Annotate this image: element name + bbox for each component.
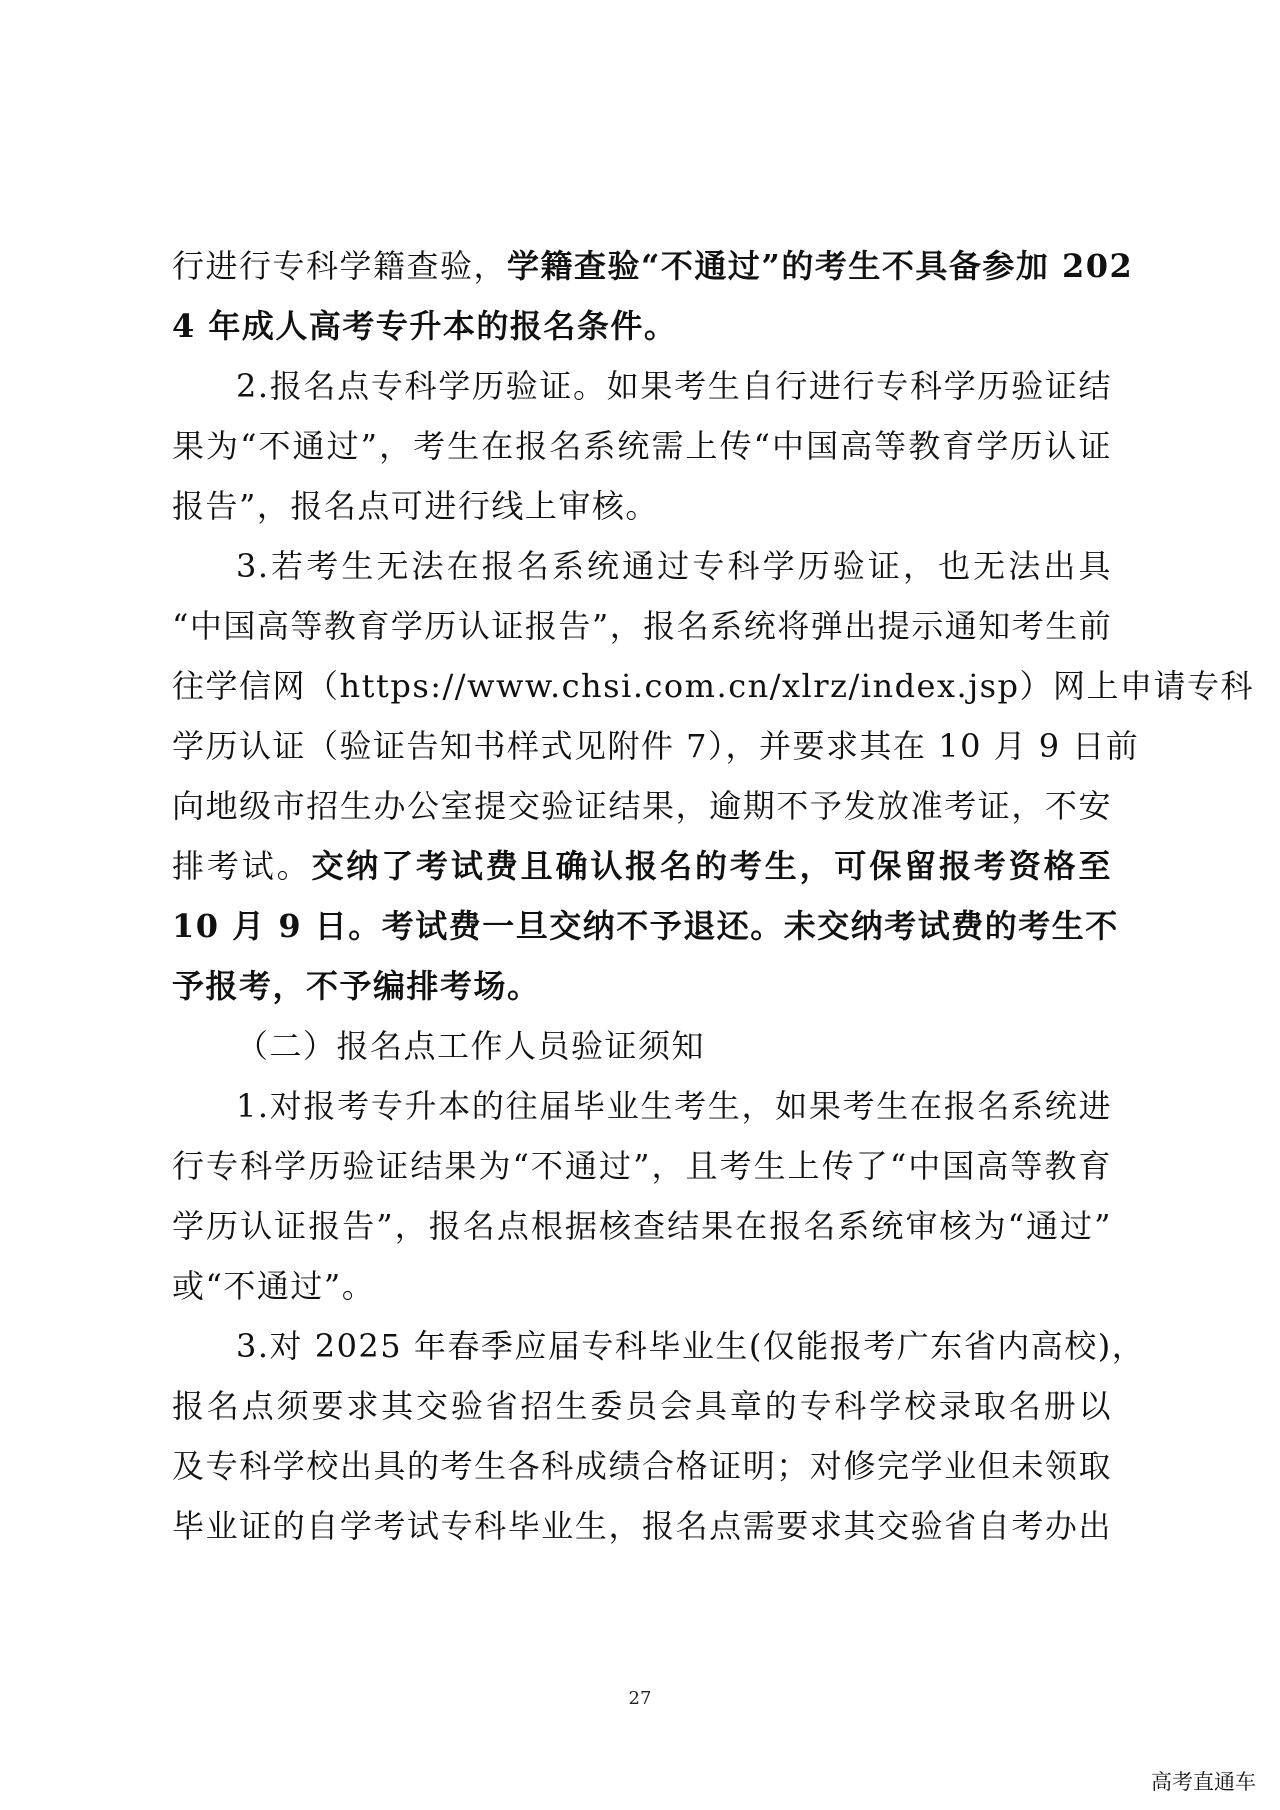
text-line (172, 846, 1112, 886)
bold-text: 4 年成人高考专升本的报名条件。 (172, 307, 678, 345)
bold-text: 10 月 9 日。考试费一旦交纳不予退还。未交纳考试费的考生不 (172, 907, 1119, 945)
text-line (236, 546, 1112, 586)
text-line (172, 486, 1112, 526)
text-line (172, 1506, 1112, 1546)
text-line (236, 1086, 1112, 1126)
text-segment: 学历认证（验证告知书样式见附件 7），并要求其在 10 月 9 日前 (172, 727, 1140, 765)
text-line (172, 246, 1134, 286)
text-line (172, 1206, 1112, 1246)
text-segment: “中国高等教育学历认证报告”，报名系统将弹出提示通知考生前 (172, 607, 1113, 645)
text-line (236, 1326, 1146, 1366)
page-number: 27 (628, 1688, 652, 1709)
text-segment: 2.报名点专科学历验证。如果考生自行进行专科学历验证结 (236, 367, 1112, 405)
text-segment: 往学信网（https://www.chsi.com.cn/xlrz/index.jsp）网上申请专科 (172, 667, 1255, 705)
text-line (172, 606, 1112, 646)
text-segment: 果为“不通过”，考生在报名系统需上传“中国高等教育学历认证 (172, 427, 1112, 465)
text-segment: 行专科学历验证结果为“不通过”，且考生上传了“中国高等教育 (172, 1147, 1112, 1185)
text-line (172, 1386, 1112, 1426)
text-line (172, 426, 1112, 466)
bold-text: 交纳了考试费且确认报名的考生，可保留报考资格至 (311, 847, 1112, 885)
bold-text: 予报考，不予编排考场。 (172, 967, 541, 1005)
text-line (172, 726, 1140, 766)
text-segment: 学历认证报告”，报名点根据核查结果在报名系统审核为“通过” (172, 1207, 1112, 1245)
text-segment: 向地级市招生办公室提交验证结果，逾期不予发放准考证，不安 (172, 787, 1112, 825)
text-line (172, 1446, 1112, 1486)
bold-text: 学籍查验“不通过”的考生不具备参加 202 (507, 247, 1134, 285)
text-line (236, 1026, 1112, 1066)
text-segment: 3.对 2025 年春季应届专科毕业生(仅能报考广东省内高校)， (236, 1327, 1146, 1365)
text-segment: 3.若考生无法在报名系统通过专科学历验证，也无法出具 (236, 547, 1112, 585)
text-segment: 1.对报考专升本的往届毕业生考生，如果考生在报名系统进 (236, 1087, 1112, 1125)
text-segment: 行进行专科学籍查验， (172, 247, 508, 285)
watermark-text: 高考直通车 (1151, 1770, 1256, 1794)
text-line (172, 1266, 1112, 1306)
text-segment: 及专科学校出具的考生各科成绩合格证明；对修完学业但未领取 (172, 1447, 1112, 1485)
text-line (172, 1146, 1112, 1186)
text-line (172, 786, 1112, 826)
text-line (172, 666, 1255, 706)
text-line (236, 366, 1112, 406)
text-segment: 毕业证的自学考试专科毕业生，报名点需要求其交验省自考办出 (172, 1507, 1112, 1545)
text-line (172, 306, 1112, 346)
text-segment: 报告”，报名点可进行线上审核。 (172, 487, 659, 525)
text-segment: 报名点须要求其交验省招生委员会具章的专科学校录取名册以 (172, 1387, 1112, 1425)
text-line (172, 906, 1119, 946)
text-segment: 或“不通过”。 (172, 1267, 376, 1305)
text-segment: 排考试。 (172, 847, 312, 885)
text-segment: （二）报名点工作人员验证须知 (236, 1027, 706, 1065)
text-line (172, 966, 1112, 1006)
